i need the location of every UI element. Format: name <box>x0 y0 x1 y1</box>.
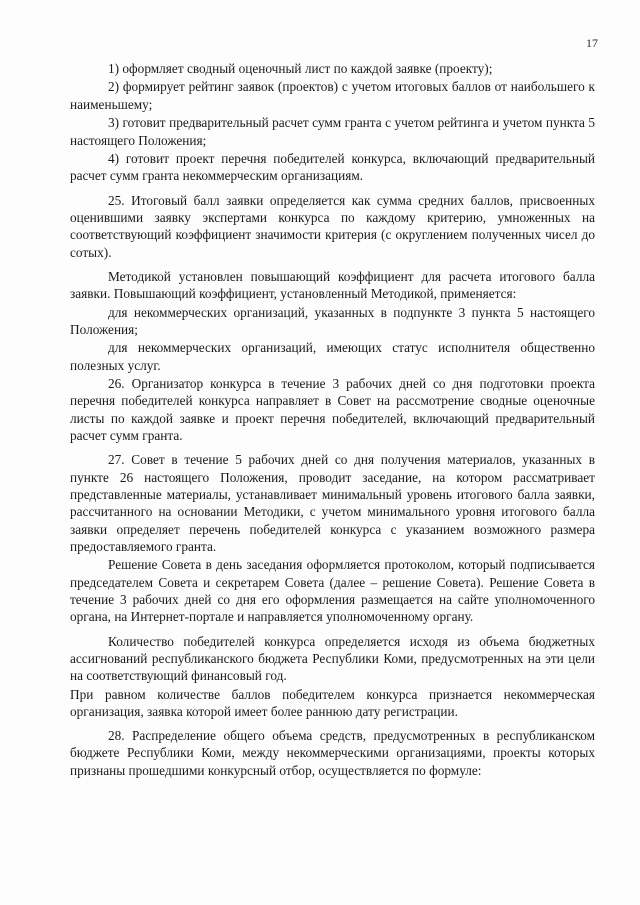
paragraph-item-1: 1) оформляет сводный оценочный лист по каждой заявке (проекту); <box>108 61 493 76</box>
paragraph-item-4: 4) готовит проект перечня победителей конкурса, включающий предварительный расчет сумм гранта некоммерческим организациям. <box>70 151 595 184</box>
paragraph-item-3: 3) готовит предварительный расчет сумм гранта с учетом рейтинга и учетом пункта 5 настоящего Положения; <box>70 115 595 148</box>
paragraph-council-decision: Решение Совета в день заседания оформляется протоколом, который подписывается председателем Совета и секретарем Совета (далее – решение Совета). Решение Совета в течение 3 рабочих дней со дня его оформления размещается на сайте уполномоченного органа, на Интернет-портале и направляется уполномоченному органу. <box>70 557 595 625</box>
paragraph-clause-28: 28. Распределение общего объема средств, предусмотренных в республиканском бюджете Республики Коми, между некоммерческими организациями, проекты которых признаны прошедшими конкурсный отбор, осуществляется по формуле: <box>70 728 595 778</box>
page-number: 17 <box>586 36 598 50</box>
paragraph-item-2: 2) формирует рейтинг заявок (проектов) с учетом итоговых баллов от наибольшего к наименьшему; <box>70 79 595 112</box>
paragraph-coefficient-case-2: для некоммерческих организаций, имеющих статус исполнителя общественно полезных услуг. <box>70 340 595 373</box>
paragraph-clause-27: 27. Совет в течение 5 рабочих дней со дня получения материалов, указанных в пункте 26 настоящего Положения, проводит заседание, на котором рассматривает представленные материалы, устанавливает минимальный уровень итогового балла заявки, рассчитанного на основании Методики, с учетом минимального уровня итогового балла заявки определяет перечень победителей конкурса с указанием возможного размера предоставляемого гранта. <box>70 452 595 554</box>
paragraph-coefficient-case-1: для некоммерческих организаций, указанных в подпункте 3 пункта 5 настоящего Положения; <box>70 304 595 337</box>
paragraph-winners-count: Количество победителей конкурса определяется исходя из объема бюджетных ассигнований республиканского бюджета Республики Коми, предусмотренных на эти цели на соответствующий финансовый год. <box>70 633 595 684</box>
document-body <box>70 60 595 780</box>
paragraph-clause-26: 26. Организатор конкурса в течение 3 рабочих дней со дня подготовки проекта перечня победителей конкурса направляет в Совет на рассмотрение сводные оценочные листы по каждой заявке и проект перечня победителей, включающий предварительный расчет сумм гранта. <box>70 376 595 444</box>
paragraph-coefficient: Методикой установлен повышающий коэффициент для расчета итогового балла заявки. Повышающий коэффициент, установленный Методикой, применяется: <box>70 268 595 302</box>
paragraph-clause-25: 25. Итоговый балл заявки определяется как сумма средних баллов, присвоенных оценившими заявку экспертами конкурса по каждому критерию, умноженных на соответствующий коэффициент значимости критерия (с округлением полученных чисел до сотых). <box>70 192 595 260</box>
paragraph-equal-scores: При равном количестве баллов победителем конкурса признается некоммерческая организация, заявка которой имеет более раннюю дату регистрации. <box>70 686 595 719</box>
